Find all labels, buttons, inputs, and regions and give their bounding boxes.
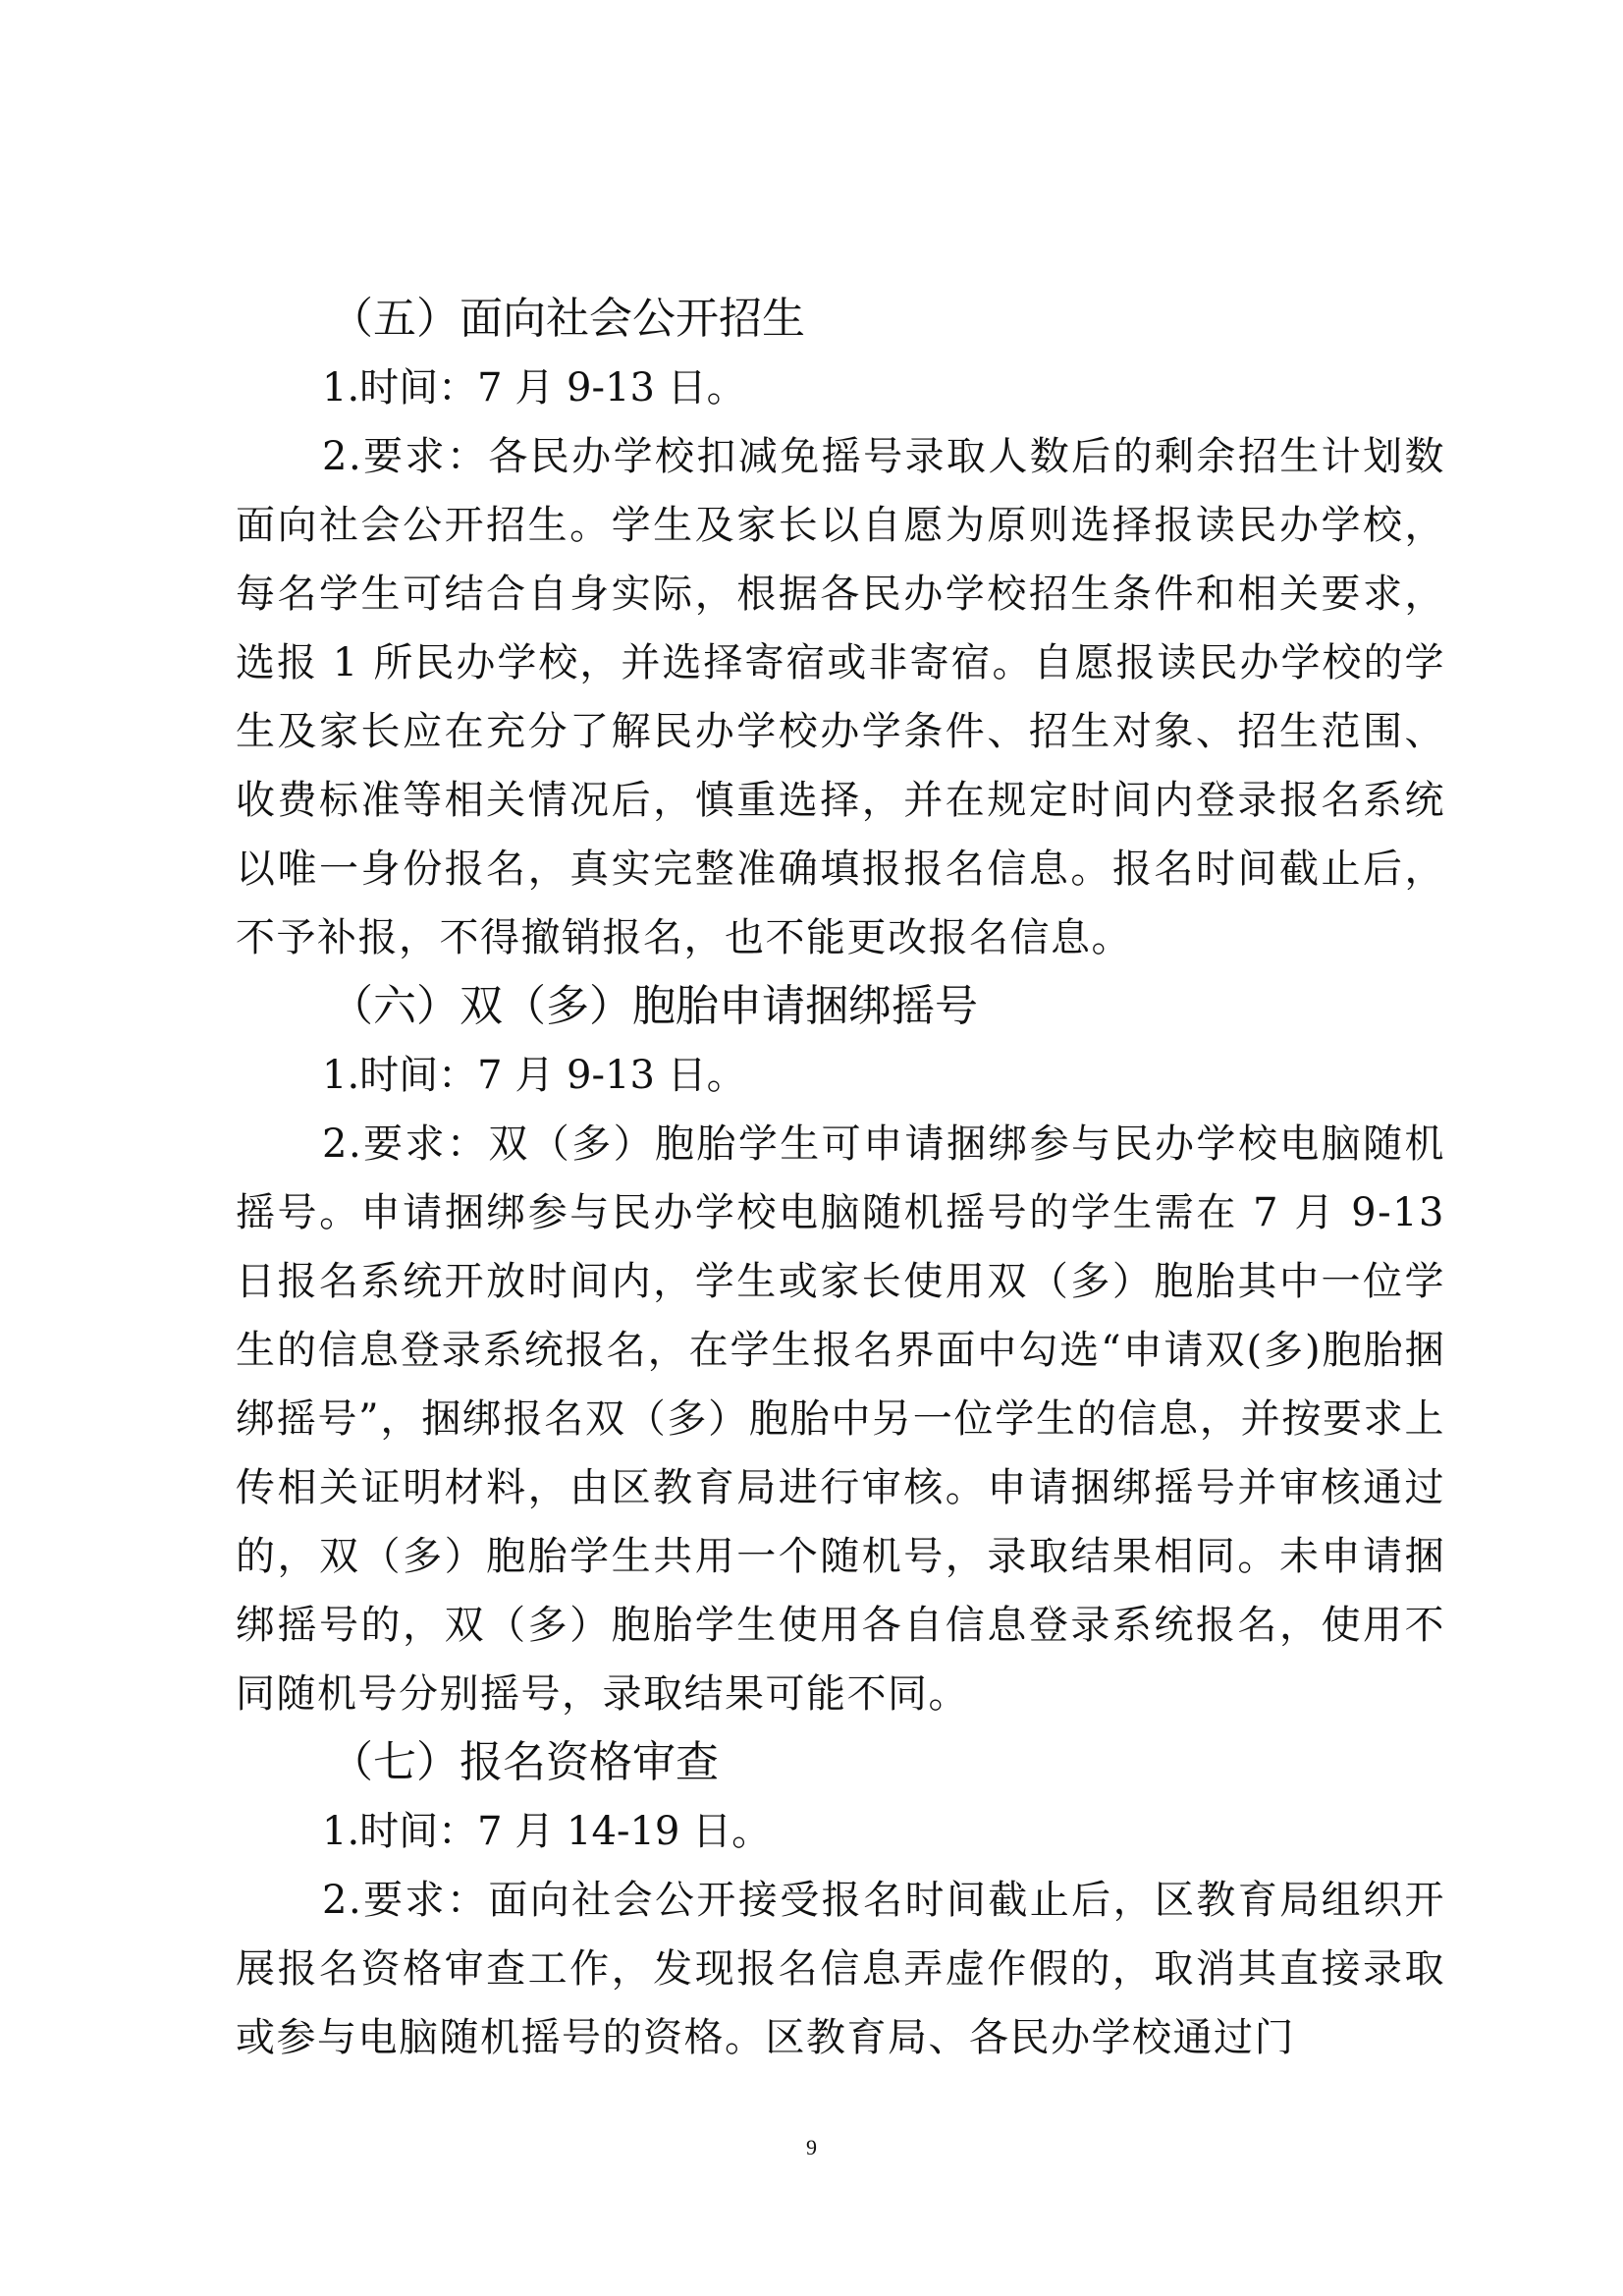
section-6-requirement: 2.要求：双（多）胞胎学生可申请捆绑参与民办学校电脑随机摇号。申请捆绑参与民办学校电脑随机摇号的学生需在 7 月 9-13 日报名系统开放时间内，学生或家长使用双（多）胞胎其中一位学生的信息登录系统报名，在学生报名界面中勾选“申请双(多)胞胎捆绑摇号”，捆绑报名双（多）胞胎中另一位学生的信息，并按要求上传相关证明材料，由区教育局进行审核。申请捆绑摇号并审核通过的，双（多）胞胎学生共用一个随机号，录取结果相同。未申请捆绑摇号的，双（多）胞胎学生使用各自信息登录系统报名，使用不同随机号分别摇号，录取结果可能不同。 <box>236 1121 1445 1717</box>
document-body <box>236 285 1445 2072</box>
section-5-requirement: 2.要求：各民办学校扣减免摇号录取人数后的剩余招生计划数面向社会公开招生。学生及家长以自愿为原则选择报读民办学校，每名学生可结合自身实际，根据各民办学校招生条件和相关要求，选报 1 所民办学校，并选择寄宿或非寄宿。自愿报读民办学校的学生及家长应在充分了解民办学校办学条件、招生对象、招生范围、收费标准等相关情况后，慎重选择，并在规定时间内登录报名系统以唯一身份报名，真实完整准确填报报名信息。报名时间截止后，不予补报，不得撤销报名，也不能更改报名信息。 <box>236 434 1445 960</box>
section-5-heading: （五）面向社会公开招生 <box>330 294 805 344</box>
section-7-heading: （七）报名资格审查 <box>330 1737 719 1787</box>
section-5-time: 1.时间：7 月 9-13 日。 <box>322 365 746 410</box>
section-7-requirement: 2.要求：面向社会公开接受报名时间截止后，区教育局组织开展报名资格审查工作，发现报名信息弄虚作假的，取消其直接录取或参与电脑随机摇号的资格。区教育局、各民办学校通过门 <box>236 1878 1445 2060</box>
section-6-heading: （六）双（多）胞胎申请捆绑摇号 <box>330 981 978 1031</box>
page-number: 9 <box>806 2135 817 2159</box>
section-6-time: 1.时间：7 月 9-13 日。 <box>322 1053 746 1098</box>
section-7-time: 1.时间：7 月 14-19 日。 <box>322 1809 772 1854</box>
